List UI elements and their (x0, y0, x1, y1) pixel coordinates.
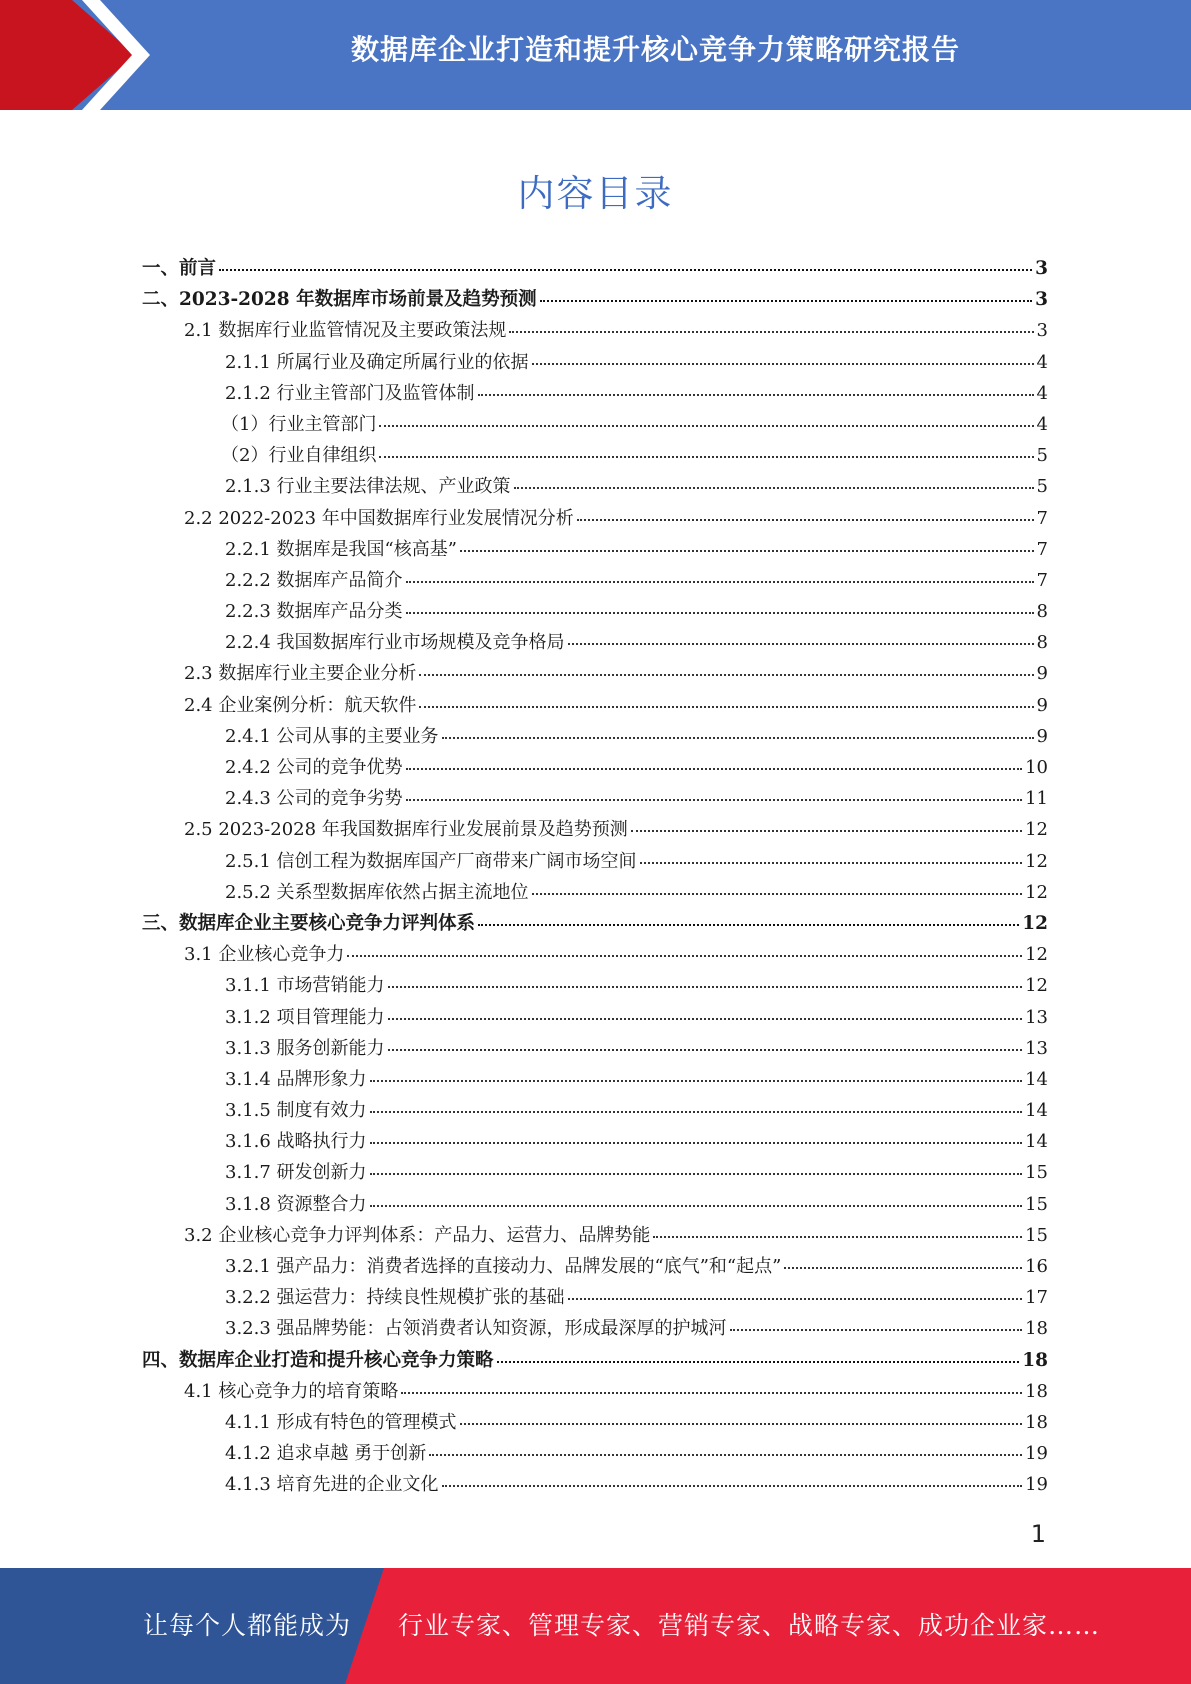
toc-entry-page: 12 (1025, 850, 1048, 872)
toc-entry-label: 2.2.4 我国数据库行业市场规模及竞争格局 (225, 632, 565, 654)
toc-entry[interactable] (142, 1034, 1048, 1065)
toc-dot-leader (406, 581, 1034, 583)
toc-dot-leader (568, 1298, 1023, 1300)
toc-dot-leader (442, 1485, 1023, 1487)
toc-dot-leader (478, 394, 1034, 396)
toc-entry[interactable] (142, 254, 1048, 285)
toc-entry-label: 3.2.2 强运营力：持续良性规模扩张的基础 (225, 1287, 565, 1309)
toc-entry-page: 11 (1025, 788, 1048, 810)
toc-entry[interactable] (142, 1439, 1048, 1470)
toc-entry-page: 4 (1036, 413, 1048, 435)
toc-entry-label: （2）行业自律组织 (221, 445, 377, 467)
toc-dot-leader (388, 986, 1023, 988)
toc-entry[interactable] (142, 940, 1048, 971)
toc-entry-label: 2.2.3 数据库产品分类 (225, 601, 403, 623)
toc-dot-leader (514, 487, 1034, 489)
toc-dot-leader (784, 1267, 1022, 1269)
toc-dot-leader (406, 612, 1034, 614)
footer-band (0, 1568, 1191, 1684)
toc-entry[interactable] (142, 441, 1048, 472)
toc-entry-label: 三、数据库企业主要核心竞争力评判体系 (142, 912, 476, 934)
toc-dot-leader (370, 1205, 1023, 1207)
toc-entry[interactable] (142, 535, 1048, 566)
toc-dot-leader (640, 862, 1023, 864)
toc-entry-label: 四、数据库企业打造和提升核心竞争力策略 (142, 1349, 494, 1371)
toc-entry-label: 2.1 数据库行业监管情况及主要政策法规 (184, 320, 507, 342)
toc-entry-page: 18 (1025, 1318, 1048, 1340)
toc-entry-page: 7 (1036, 569, 1048, 591)
toc-dot-leader (370, 1111, 1023, 1113)
toc-entry[interactable] (142, 597, 1048, 628)
toc-dot-leader (388, 1018, 1023, 1020)
toc-entry[interactable] (142, 1377, 1048, 1408)
page-number: 1 (1030, 1520, 1046, 1548)
toc-entry[interactable] (142, 659, 1048, 690)
toc-entry-page: 19 (1025, 1474, 1048, 1496)
toc-dot-leader (653, 1236, 1022, 1238)
toc-entry-page: 14 (1025, 1068, 1048, 1090)
toc-entry-label: 2.2.1 数据库是我国“核高基” (225, 538, 457, 560)
toc-entry-page: 14 (1025, 1131, 1048, 1153)
toc-entry-page: 3 (1035, 258, 1048, 279)
toc-entry-label: 2.5 2023-2028 年我国数据库行业发展前景及趋势预测 (184, 819, 628, 841)
toc-entry[interactable] (142, 1408, 1048, 1439)
toc-entry-label: 2.5.1 信创工程为数据库国产厂商带来广阔市场空间 (225, 850, 637, 872)
toc-entry-page: 15 (1025, 1193, 1048, 1215)
toc-entry-label: 2.5.2 关系型数据库依然占据主流地位 (225, 881, 529, 903)
toc-dot-leader (379, 425, 1033, 427)
toc-entry-page: 12 (1025, 819, 1048, 841)
toc-dot-leader (460, 550, 1034, 552)
toc-entry-page: 16 (1025, 1256, 1048, 1277)
toc-entry-page: 10 (1025, 757, 1048, 778)
toc-entry[interactable] (142, 753, 1048, 784)
toc-entry-page: 4 (1036, 382, 1048, 404)
toc-entry-page: 15 (1025, 1224, 1048, 1246)
toc-entry-page: 18 (1025, 1380, 1048, 1402)
toc-entry-page: 12 (1025, 975, 1048, 997)
toc-entry-page: 19 (1025, 1443, 1048, 1465)
toc-entry-label: 3.2.3 强品牌势能：占领消费者认知资源，形成最深厚的护城河 (225, 1318, 727, 1340)
toc-entry-page: 9 (1036, 663, 1048, 685)
toc-entry-label: 3.1.4 品牌形象力 (225, 1068, 367, 1090)
toc-dot-leader (730, 1329, 1023, 1331)
toc-entry[interactable] (142, 1003, 1048, 1034)
toc-entry-page: 8 (1036, 601, 1048, 623)
toc-entry[interactable] (142, 504, 1048, 535)
toc-entry-label: 3.1.7 研发创新力 (225, 1162, 367, 1184)
toc-dot-leader (460, 1423, 1023, 1425)
toc-entry-label: 3.1.8 资源整合力 (225, 1193, 367, 1215)
toc-entry[interactable] (142, 316, 1048, 347)
toc-dot-leader (442, 737, 1034, 739)
toc-entry-page: 4 (1036, 351, 1048, 373)
toc-entry-page: 9 (1036, 694, 1048, 716)
toc-entry[interactable] (142, 1158, 1048, 1189)
report-header-band (0, 0, 1191, 110)
toc-entry-page: 5 (1036, 476, 1048, 498)
toc-entry-page: 9 (1036, 725, 1048, 747)
toc-dot-leader (370, 1142, 1023, 1144)
toc-entry-label: 2.3 数据库行业主要企业分析 (184, 663, 417, 685)
toc-entry-page: 5 (1036, 445, 1048, 467)
toc-entry[interactable] (142, 722, 1048, 753)
toc-entry-page: 12 (1022, 912, 1048, 934)
toc-entry[interactable] (142, 1314, 1048, 1345)
toc-entry[interactable] (142, 379, 1048, 410)
toc-dot-leader (532, 363, 1034, 365)
toc-entry-label: 3.2.1 强产品力：消费者选择的直接动力、品牌发展的“底气”和“起点” (225, 1256, 782, 1277)
toc-entry-label: 二、2023-2028 年数据库市场前景及趋势预测 (142, 289, 537, 311)
toc-entry-page: 3 (1036, 320, 1048, 342)
footer-slogan-left: 让每个人都能成为 (143, 1611, 352, 1640)
toc-entry[interactable] (142, 784, 1048, 815)
toc-dot-leader (568, 643, 1034, 645)
toc-entry[interactable] (142, 1096, 1048, 1127)
toc-entry-label: 2.4.2 公司的竞争优势 (225, 757, 403, 778)
toc-dot-leader (478, 924, 1019, 926)
toc-entry-page: 8 (1036, 632, 1048, 654)
toc-entry-label: 一、前言 (142, 258, 217, 279)
toc-entry[interactable] (142, 1252, 1048, 1283)
toc-entry-page: 13 (1025, 1006, 1048, 1028)
toc-dot-leader (631, 830, 1022, 832)
toc-entry-label: （1）行业主管部门 (221, 413, 377, 435)
toc-entry[interactable] (142, 1470, 1048, 1501)
toc-entry-label: 3.1.6 战略执行力 (225, 1131, 367, 1153)
toc-heading: 内容目录 (517, 172, 674, 215)
toc-dot-leader (532, 893, 1023, 895)
toc-entry-label: 2.2 2022-2023 年中国数据库行业发展情况分析 (184, 507, 574, 529)
toc-entry[interactable] (142, 285, 1048, 316)
toc-entry-label: 3.1.3 服务创新能力 (225, 1037, 385, 1059)
toc-dot-leader (509, 331, 1033, 333)
toc-entry-label: 4.1 核心竞争力的培育策略 (184, 1380, 399, 1402)
toc-entry-label: 3.1.5 制度有效力 (225, 1100, 367, 1122)
toc-entry[interactable] (142, 691, 1048, 722)
toc-dot-leader (219, 269, 1032, 271)
toc-entry[interactable] (142, 410, 1048, 441)
toc-entry[interactable] (142, 566, 1048, 597)
toc-entry-page: 14 (1025, 1100, 1048, 1122)
toc-entry-label: 2.1.2 行业主管部门及监管体制 (225, 382, 475, 404)
toc-entry-label: 4.1.3 培育先进的企业文化 (225, 1474, 439, 1496)
toc-entry-label: 3.1 企业核心竞争力 (184, 944, 345, 966)
toc-entry[interactable] (142, 971, 1048, 1002)
toc-entry-page: 15 (1025, 1162, 1048, 1184)
toc-entry-page: 18 (1022, 1349, 1048, 1371)
toc-entry[interactable] (142, 847, 1048, 878)
toc-entry-label: 2.4.1 公司从事的主要业务 (225, 725, 439, 747)
toc-entry-label: 2.2.2 数据库产品简介 (225, 569, 403, 591)
toc-entry[interactable] (142, 909, 1048, 940)
toc-entry[interactable] (142, 815, 1048, 846)
toc-entry-label: 2.1.3 行业主要法律法规、产业政策 (225, 476, 511, 498)
toc-dot-leader (388, 1049, 1023, 1051)
toc-entry[interactable] (142, 878, 1048, 909)
toc-entry[interactable] (142, 472, 1048, 503)
toc-entry[interactable] (142, 348, 1048, 379)
toc-entry[interactable] (142, 1283, 1048, 1314)
toc-entry[interactable] (142, 1065, 1048, 1096)
toc-entry-label: 4.1.1 形成有特色的管理模式 (225, 1411, 457, 1433)
toc-dot-leader (419, 706, 1033, 708)
toc-entry-page: 13 (1025, 1037, 1048, 1059)
toc-dot-leader (406, 768, 1023, 770)
toc-dot-leader (406, 799, 1023, 801)
toc-entry[interactable] (142, 1190, 1048, 1221)
toc-dot-leader (577, 519, 1034, 521)
toc-entry-page: 7 (1036, 507, 1048, 529)
toc-entry-page: 17 (1025, 1287, 1048, 1309)
toc-dot-leader (370, 1080, 1023, 1082)
table-of-contents (142, 254, 1048, 1502)
toc-entry-label: 3.1.2 项目管理能力 (225, 1006, 385, 1028)
toc-dot-leader (540, 300, 1033, 302)
toc-dot-leader (370, 1173, 1023, 1175)
toc-entry[interactable] (142, 1127, 1048, 1158)
toc-entry-label: 2.4 企业案例分析：航天软件 (184, 694, 417, 716)
toc-entry-page: 12 (1025, 881, 1048, 903)
toc-dot-leader (497, 1361, 1020, 1363)
toc-entry-label: 2.4.3 公司的竞争劣势 (225, 788, 403, 810)
report-title: 数据库企业打造和提升核心竞争力策略研究报告 (350, 33, 960, 66)
toc-entry-page: 3 (1035, 289, 1048, 311)
toc-entry-label: 3.2 企业核心竞争力评判体系：产品力、运营力、品牌势能 (184, 1224, 651, 1246)
toc-entry-label: 2.1.1 所属行业及确定所属行业的依据 (225, 351, 529, 373)
toc-dot-leader (379, 456, 1033, 458)
toc-dot-leader (347, 955, 1022, 957)
toc-entry-page: 12 (1025, 944, 1048, 966)
toc-entry[interactable] (142, 628, 1048, 659)
toc-entry-label: 3.1.1 市场营销能力 (225, 975, 385, 997)
toc-dot-leader (401, 1392, 1022, 1394)
toc-entry-label: 4.1.2 追求卓越 勇于创新 (225, 1443, 427, 1465)
toc-entry[interactable] (142, 1346, 1048, 1377)
toc-entry-page: 7 (1036, 538, 1048, 560)
toc-dot-leader (429, 1454, 1022, 1456)
toc-entry[interactable] (142, 1221, 1048, 1252)
toc-dot-leader (419, 674, 1033, 676)
toc-entry-page: 18 (1025, 1411, 1048, 1433)
footer-slogan-right: 行业专家、管理专家、营销专家、战略专家、成功企业家…… (398, 1611, 1101, 1640)
